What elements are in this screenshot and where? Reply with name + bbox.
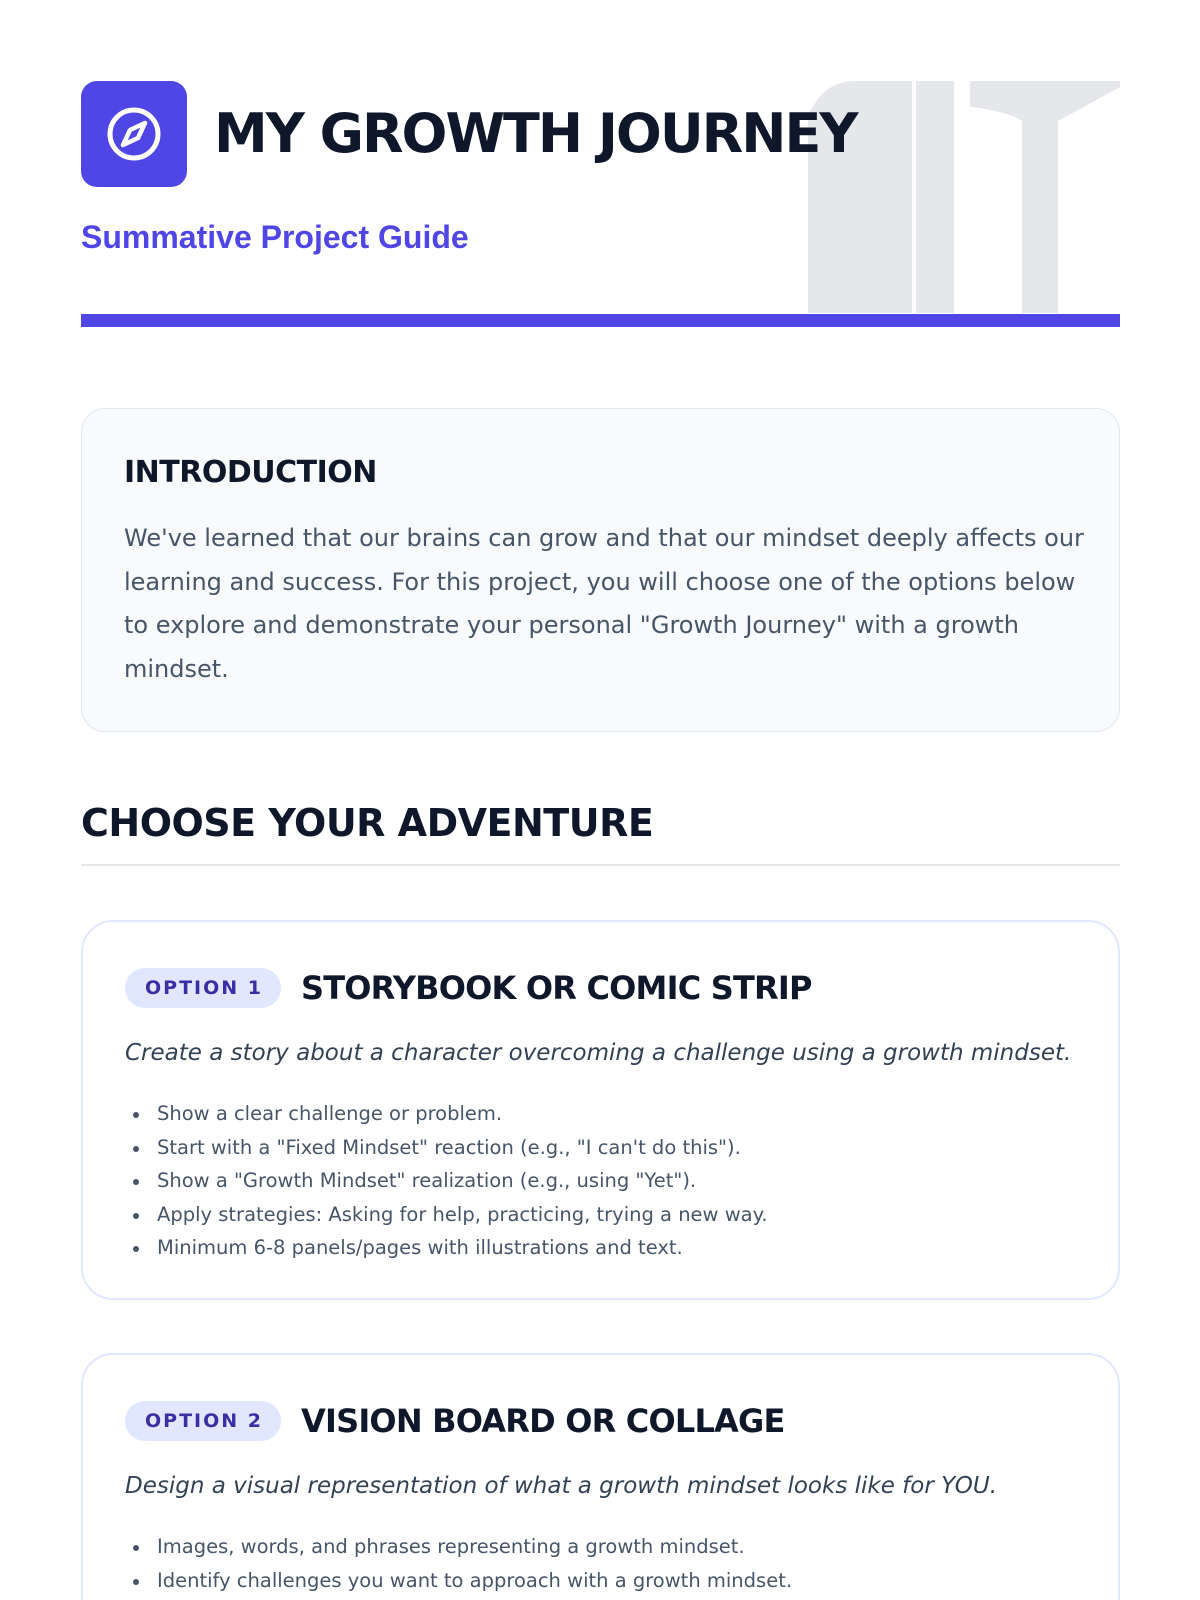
option-description: Design a visual representation of what a growth mindset looks like for YOU.	[125, 1473, 998, 1499]
option-requirements	[125, 1530, 792, 1597]
header	[81, 81, 1120, 327]
compass-icon	[104, 104, 164, 164]
option-header	[125, 1399, 785, 1443]
list-item: Start with a "Fixed Mindset" reaction (e.g., "I can't do this").	[157, 1131, 768, 1165]
option-badge: OPTION 1	[125, 968, 281, 1008]
option-card-1	[81, 920, 1120, 1300]
option-title: VISION BOARD OR COLLAGE	[301, 1402, 785, 1440]
introduction-card	[81, 408, 1120, 732]
list-item: Apply strategies: Asking for help, practicing, trying a new way.	[157, 1198, 768, 1232]
list-item: Show a clear challenge or problem.	[157, 1097, 768, 1131]
logo	[81, 81, 187, 187]
option-title: STORYBOOK OR COMIC STRIP	[301, 969, 812, 1007]
page-title: MY GROWTH JOURNEY	[214, 102, 857, 165]
introduction-text: We've learned that our brains can grow and that our mindset deeply affects our learning and success. For this project, you will choose one of the options below to explore and demonstrate your personal "Growth Journey" with a growth mindset.	[124, 524, 1084, 683]
page-subtitle: Summative Project Guide	[81, 219, 469, 255]
section-divider	[81, 864, 1120, 866]
list-item: Show a "Growth Mindset" realization (e.g., using "Yet").	[157, 1164, 768, 1198]
option-header	[125, 966, 812, 1010]
introduction-heading: INTRODUCTION	[124, 455, 377, 490]
list-item: Identify challenges you want to approach with a growth mindset.	[157, 1564, 792, 1598]
option-description: Create a story about a character overcoming a challenge using a growth mindset.	[125, 1040, 1072, 1066]
option-requirements	[125, 1097, 768, 1265]
header-divider	[81, 314, 1120, 327]
option-card-2	[81, 1353, 1120, 1600]
section-title: CHOOSE YOUR ADVENTURE	[81, 801, 654, 845]
list-item: Minimum 6-8 panels/pages with illustrations and text.	[157, 1231, 768, 1265]
option-badge: OPTION 2	[125, 1401, 281, 1441]
project-guide-page	[81, 0, 1120, 1600]
list-item: Images, words, and phrases representing a growth mindset.	[157, 1530, 792, 1564]
